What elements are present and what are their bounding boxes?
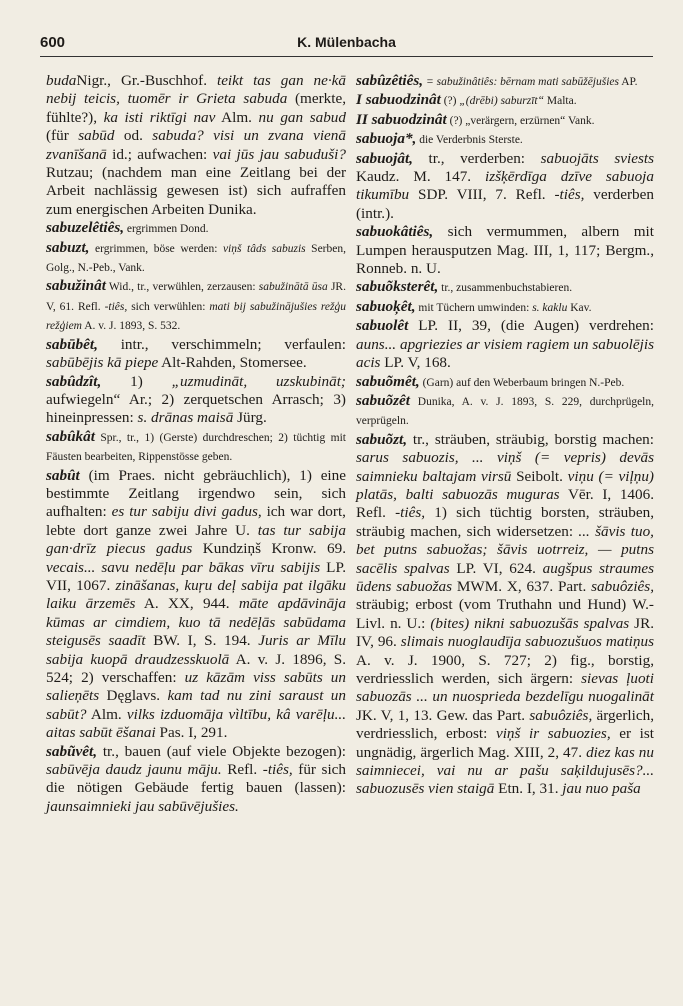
page-header [40,34,653,57]
entry-text: augšpus straumes ūdens sabuožas [356,559,654,595]
entry-text: Dunika, A. v. J. 1893, S. 229, durchprügeln, verprügeln. [356,395,654,428]
entry-text: Seibolt. [511,467,568,485]
entry-headword: sabûkât [46,427,95,445]
entry-text: (?) [440,95,460,108]
entry-text: (im Praes. nicht gebräuchlich), 1) eine bestimmte Zeitlang irgendwo sein, sich aufhalten: [46,466,346,521]
entry-text: sabūd [78,127,115,145]
entry-text: māte apdāvināja kūmas ar cimdiem, kuo tā nedēļās sabūdama steigusēs saadīt [46,595,346,650]
entry-text: Kundziņš Kronw. 69. [192,540,346,558]
entry-headword: sabuzelêtiês, [46,219,125,237]
dictionary-entry [356,373,654,392]
entry-text: „(drēbi) saburzīt“ [459,95,545,108]
entry-text: sabuôziês, [591,577,654,595]
entry-text: (?) „verärgern, erzürnen“ Vank. [446,114,595,127]
entry-text: A. v. J. 1896, S. 524; 2) verschaffen: [46,650,347,686]
dictionary-entry [46,336,346,373]
entry-headword: sabuolêt [356,317,409,335]
entry-headword: sabuzt, [46,238,90,256]
entry-text: sabūvēja daudz jaunu māju. [46,761,222,779]
entry-text: ergrimmen Dond. [124,223,209,236]
entry-text: aufwiegeln“ Ar.; 2) zerquetschen Arrasch; 3) hineinpressen: [46,390,346,427]
entry-text: s. drānas maisā [137,409,234,427]
entry-text: izšķērdīga dzīve sabuoja tikumību [356,168,654,204]
entry-text: Alm. [86,705,127,723]
dictionary-entry [46,373,346,428]
entry-text: SDP. VIII, 7. Refl. [409,186,555,204]
dictionary-entry [46,219,346,238]
entry-text: zināšanas, kuŗu deļ sabija pat ilgāku laiku ārzemēs [46,576,346,613]
entry-text: tr., zusammenbuchstabieren. [438,282,573,295]
entry-text: sabužinātā ūsa [258,281,328,294]
entry-text: Refl. [221,761,263,779]
entry-text: -tiês, [395,504,426,522]
entry-text: sabuôziês, [529,706,593,724]
dictionary-entry [46,72,346,219]
dictionary-entry [46,467,346,743]
dictionary-entry [356,111,654,130]
page-number: 600 [40,34,66,51]
entry-text: vai jūs jau sabuduši? [212,145,346,163]
entry-text: tas tur sabija gan·drīz piecus gadus [46,521,346,558]
entry-text: sabūbējis kā piepe [46,354,159,372]
entry-headword: sabût [46,466,80,484]
entry-text: vecais... savu nedēļu par bākas vīru sabijis [46,558,321,576]
entry-text: ich war dort, lebte dort ganze zwei Jahre U. [46,503,346,539]
entry-text: LP. VI, 624. [449,559,543,577]
entry-text: „uzmudināt, uzskubināt; [171,372,346,390]
entry-headword: sabūbêt, [46,335,98,353]
entry-text: buda [46,72,77,89]
entry-text: tr., verderben: [412,149,541,167]
entry-text: JR. IV, 96. [356,614,655,651]
entry-text: sabuda? [152,127,204,145]
entry-text: ergrimmen, böse werden: [89,242,223,255]
entry-text: LP. V, 168. [380,354,451,372]
entry-text: viņš tâds sabuzis [222,242,306,255]
dictionary-entry [356,150,654,224]
entry-text: sträubig; erbost (vom Truthahn und Hund) W.-Livl. n. U.: [356,596,654,632]
entry-headword: sabũvêt, [46,742,98,760]
entry-text: tr., bauen (auf viele Objekte bezogen): [97,742,346,760]
entry-text: Pas. I, 291. [155,724,228,742]
dictionary-entry [356,130,654,149]
entry-headword: II sabuodzinât [356,110,447,128]
running-title: K. Mülenbacha [297,34,396,50]
entry-text: MWM. X, 637. Part. [452,577,592,595]
dictionary-entry [356,223,654,278]
entry-text: sich vermummen, albern mit Lumpen herausputzen Mag. III, 1, 117; Bergm., Ronneb. n. U. [356,223,654,278]
entry-text: es tur sabiju divi gadus, [111,503,262,521]
dictionary-entry [356,278,654,297]
entry-text: Rutzau; (nachdem man eine Zeitlang bei der Arbeit nachlässig gewesen ist) sich aufraffen zum energischen Arbeiten Dunika. [46,164,346,218]
entry-headword: sabuoķêt, [356,297,416,315]
entry-text: Alm. [215,108,259,126]
entry-text: die Verderbnis Sterste. [416,134,523,147]
entry-text: er ist ungnädig, ärgerlich Mag. XIII, 2, 47. [356,725,654,761]
entry-text: für sich die nötigen Gebäude fertig bauen (lassen): [46,761,346,797]
entry-text: -tiês, [554,186,585,204]
entry-text: LP. II, 39, (die Augen) verdrehen: [408,317,654,335]
entry-text: ... šāvis tuo, bet putns sabuožas; šāvis uotrreiz, — putns sacēlis spalvas [356,522,654,577]
entry-text: (merkte, fühlte?), [46,90,346,126]
dictionary-entry [46,428,346,467]
entry-text: nu gan sabud [258,108,346,126]
dictionary-entry [46,239,346,278]
entry-text: A. v. J. 1900, S. 727; 2) fig., borstig, verdriesslich werden, sich ärgern: [356,651,654,687]
entry-text: verderben (intr.). [356,186,654,222]
entry-text: A. v. J. 1893, S. 532. [81,320,181,333]
entry-text: viņš ir sabuozies, [495,725,611,743]
entry-text: -tiês, [104,300,128,313]
entry-text: jaunsaimnieki jau sabūvējušies. [46,797,239,815]
entry-text: tr., sträuben, sträubig, borstig machen: [407,430,654,448]
entry-text: diez kas nu saimniecei, vai nu ar pašu saķildujusēs?... sabuozusēs vien staigā [356,743,654,798]
entry-text: viņu (= viļņu) platās, balti sabuozās muguras [356,467,654,503]
entry-text: uz kāzām viss sabūts un salieņēts [46,669,346,705]
entry-headword: sabužinât [46,277,106,295]
dictionary-entry [46,277,346,335]
entry-headword: sabûzêtiês, [356,72,424,89]
entry-text: Spr., tr., 1) (Gerste) durchdreschen; 2) tüchtig mit Fäusten bearbeiten, Rippenstösse geben. [46,431,346,464]
entry-text: (bites) nikni sabuozušās spalvas [430,614,630,632]
entry-text: jau nuo paša [562,780,641,798]
dictionary-entry [46,743,346,817]
dictionary-entry [356,392,654,431]
entry-text: Vēr. I, 1406. Refl. [356,485,654,522]
entry-text: sabuojāts sviests [540,149,654,167]
entry-text: s. kaklu [532,301,568,314]
entry-text: Jürg. [233,409,267,427]
dictionary-entry [356,298,654,317]
entry-text: sich verwühlen: [127,300,210,313]
entry-text: mati bij sabužinājušies režģu režģiem [46,300,346,333]
entry-text: slimais nuoglaudīja sabuozušuos matiņus [400,633,654,651]
entry-text: 1) [101,372,172,390]
entry-text: teikt tas gan ne·kā nebij teicis, tuomēr ir Grieta sabuda [46,72,346,108]
entry-text: JK. V, 1, 13. Gew. das Part. [356,706,530,724]
entry-text [204,127,213,144]
entry-text: id.; aufwachen: [106,145,213,163]
entry-text: Malta. [544,95,577,108]
entry-text: Etn. I, 31. [494,780,563,798]
entry-headword: I sabuodzinât [356,91,441,109]
entry-text: sievas ļuoti sabuozās ... un nuosprieda bezdelīgu nuogalināt [356,670,654,706]
entry-text: vilks izduomāja vìltību, kâ varēļu... aitas sabūt ēšanai [46,705,346,742]
entry-text: Nigr., Gr.-Buschhof. [76,72,217,89]
entry-text: = sabužinâtiês: bērnam mati sabūžējušies [423,76,620,88]
dictionary-entry [356,72,654,91]
entry-text: Dęglavs. [99,687,168,705]
entry-text: mit Tüchern umwinden: [415,301,533,314]
entry-text: visi un zvana vienā zvanīšanā [46,127,346,163]
dictionary-entry [356,91,654,110]
entry-headword: sabuõzt, [356,430,408,448]
entry-text: LP. VII, 1067. [46,558,346,594]
dictionary-entry [356,317,654,372]
entry-text: Alt-Rahden, Stomersee. [158,354,307,372]
entry-headword: sabuõksterêt, [356,278,439,296]
entry-text: Kaudz. M. 147. [356,168,486,186]
entry-text: -tiês, [262,761,293,779]
dictionary-entry [356,431,654,799]
left-column [46,72,346,816]
entry-text: A. XX, 944. [135,595,239,613]
entry-text: BW. I, S. 194. [145,632,259,650]
entry-text: auns... apgriezies ar visiem ragiem un sabuolējis acis [356,335,654,372]
entry-headword: sabûdzît, [46,372,102,390]
entry-text: 1) sich tüchtig borsten, sträuben, sträubig machen, sich widersetzen: [356,504,654,540]
entry-text: Wid., tr., verwühlen, zerzausen: [105,281,259,294]
entry-text: JR. V, 61. Refl. [46,281,346,313]
entry-headword: sabuokâtiês, [356,223,434,241]
entry-text: sarus sabuozis, ... viņš (= vepris) devās saimnieku baltajam virsū [356,449,654,485]
entry-text: Kav. [567,301,592,314]
entry-headword: sabuojât, [356,149,413,167]
entry-text: od. [114,127,153,145]
entry-text: AP. [619,76,638,88]
right-column [356,72,654,799]
entry-text: ka isti riktīgi nav [103,108,216,126]
entry-text: intr., verschimmeln; verfaulen: [97,335,346,353]
entry-text: Juris ar Mīlu sabija kuopā draudzesskuolā [46,632,346,668]
entry-headword: sabuoja*, [356,130,417,148]
entry-text: (für [46,127,79,145]
entry-text: (Garn) auf den Weberbaum bringen N.-Peb. [419,376,625,389]
entry-text: Serben, Golg., N.-Peb., Vank. [46,242,346,275]
entry-text: kam tad nu zini saraust un sabūt? [46,687,346,723]
entry-text: ärgerlich, verdriesslich, erbost: [356,706,654,743]
entry-headword: sabuõmêt, [356,372,420,390]
entry-headword: sabuõzêt [356,391,411,409]
